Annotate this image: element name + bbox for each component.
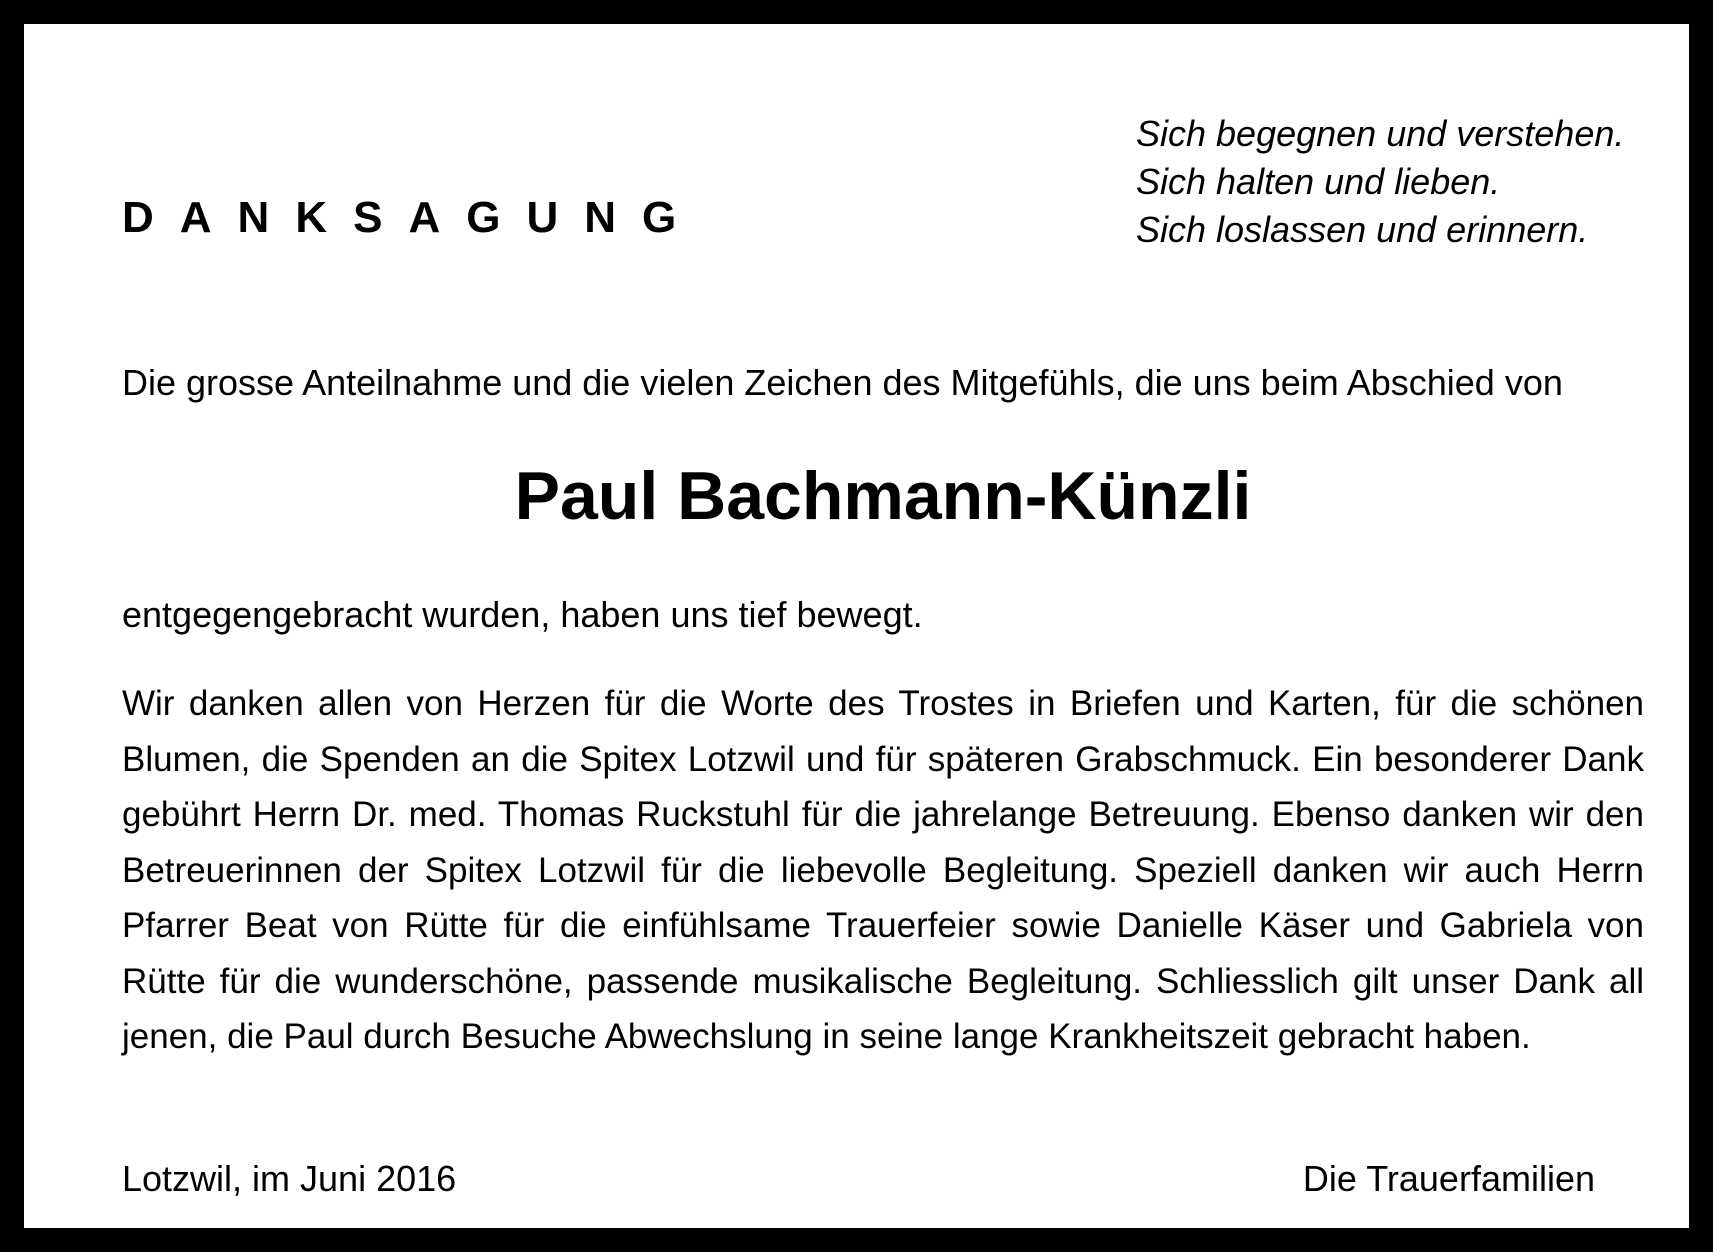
gratitude-body: Wir danken allen von Herzen für die Worte des Trostes in Briefen und Karten, für die schönen Blumen, die Spenden an die Spitex Lotzwil und für späteren Grabschmuck. Ein besonderer Dank gebührt Herrn Dr. med. Thomas Ruckstuhl für die jahrelange Betreuung. Ebenso danken wir den Betreuerinnen der Spitex Lotzwil für die liebevolle Begleitung. Speziell danken wir auch Herrn Pfarrer Beat von Rütte für die einfühlsame Trauerfeier sowie Danielle Käser und Gabriela von Rütte für die wunderschöne, passende musikalische Begleitung. Schliesslich gilt unser Dank all jenen, die Paul durch Besuche Abwechslung in seine lange Krankheitszeit gebracht haben. — [122, 684, 1644, 1056]
intro-text: Die grosse Anteilnahme und die vielen Zeichen des Mitgefühls, die uns beim Abschied von — [122, 362, 1563, 403]
deceased-name: Paul Bachmann-Künzli — [514, 458, 1252, 534]
place-date: Lotzwil, im Juni 2016 — [122, 1158, 457, 1199]
poem-line: Sich begegnen und verstehen. — [1136, 113, 1625, 154]
poem-line: Sich loslassen und erinnern. — [1136, 209, 1589, 250]
poem-verse — [1136, 110, 1624, 254]
notice-heading: DANKSAGUNG — [122, 193, 703, 242]
after-name-text: entgegengebracht wurden, haben uns tief bewegt. — [122, 594, 923, 635]
poem-line: Sich halten und lieben. — [1136, 161, 1501, 202]
signature: Die Trauerfamilien — [1302, 1158, 1595, 1199]
